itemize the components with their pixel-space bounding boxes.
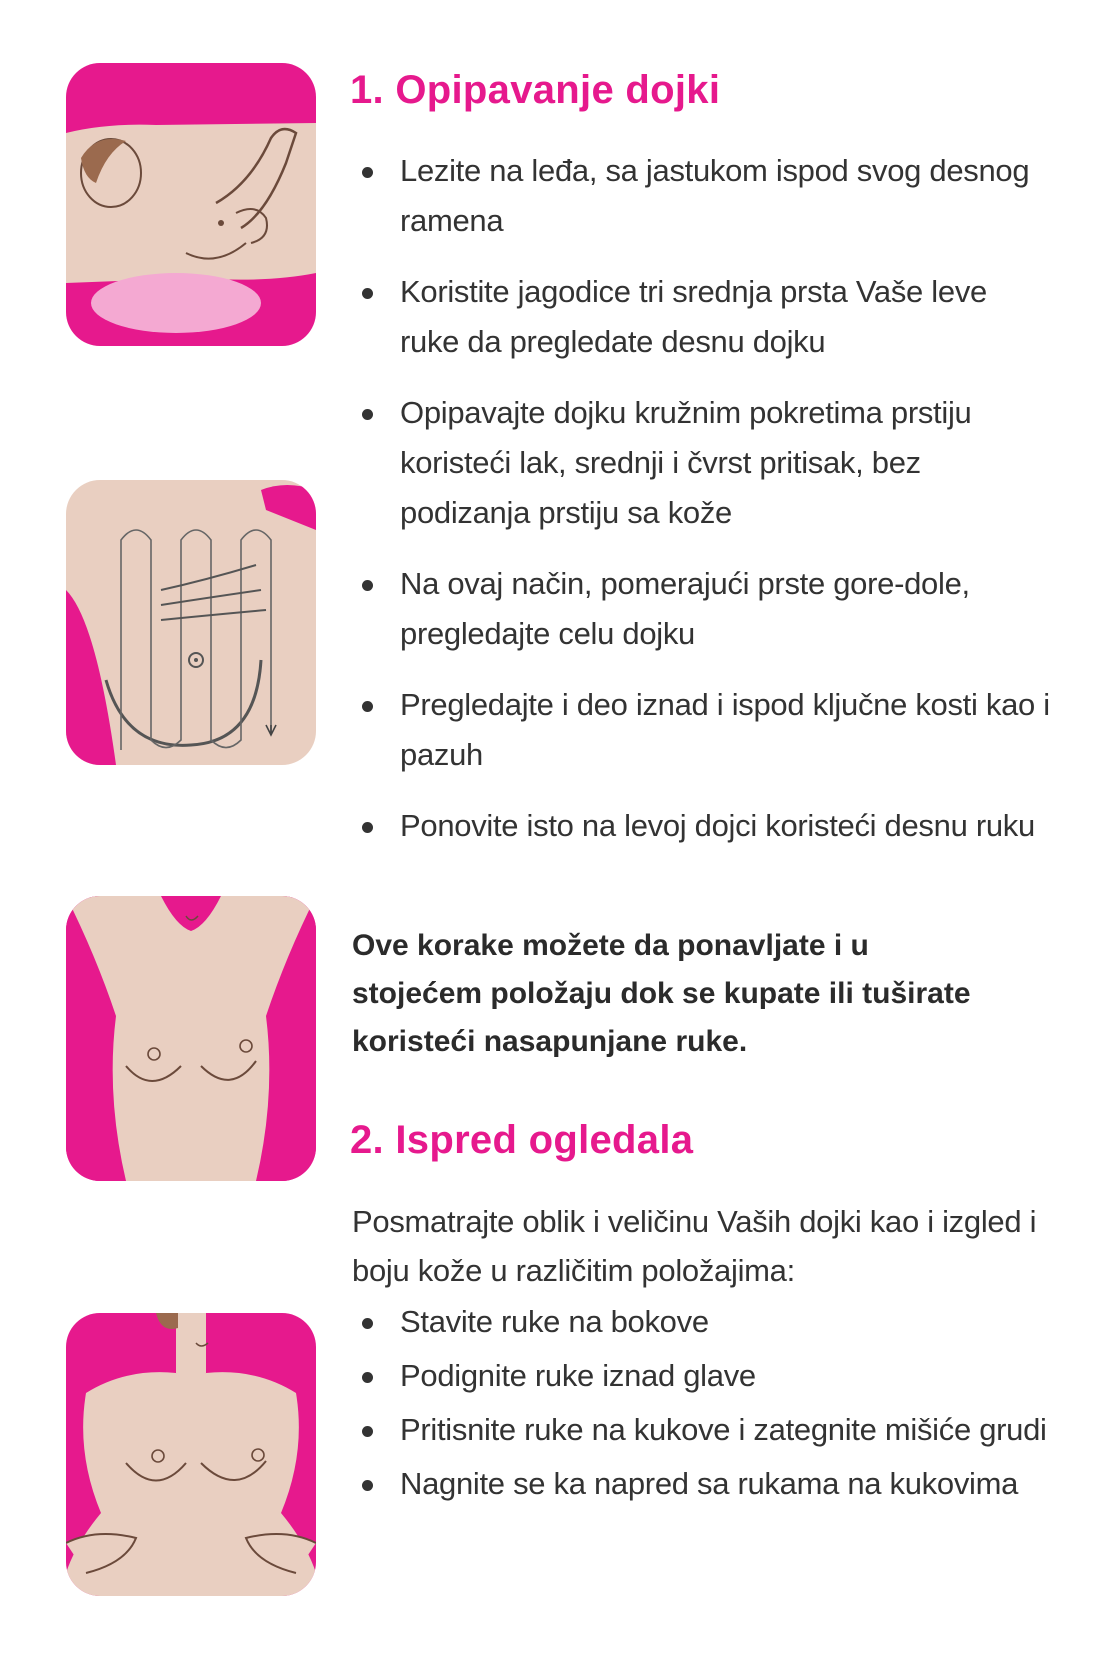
section2-intro: Posmatrajte oblik i veličinu Vaših dojki kao i izgled i boju kože u različitim položajima: [352,1204,1037,1288]
hands-on-hips-graphic [66,1313,316,1596]
section1-note: Ove korake možete da ponavljate i u stojećem položaju dok se kupate ili tuširate koristeći nasapunjane ruke. [352,929,971,1058]
list-item: Lezite na leđa, sa jastukom ispod svog desnog ramena [350,146,1050,246]
section2-title: 2. Ispred ogledala [350,1118,694,1162]
list-item: Ponovite isto na levoj dojci koristeći desnu ruku [350,801,1050,851]
arms-raised-illustration [66,896,316,1181]
section2-list [350,1297,1050,1513]
list-item: Pregledajte i deo iznad i ispod ključne kosti kao i pazuh [350,680,1050,780]
section1-title: 1. Opipavanje dojki [350,68,721,112]
list-item: Na ovaj način, pomerajući prste gore-dole, pregledajte celu dojku [350,559,1050,659]
list-item: Nagnite se ka napred sa rukama na kukovima [350,1459,1050,1509]
list-item: Pritisnite ruke na kukove i zategnite mišiće grudi [350,1405,1050,1455]
lying-self-exam-illustration [66,63,316,346]
hands-on-hips-illustration [66,1313,316,1596]
lying-self-exam-graphic [66,63,316,346]
section1-list [350,146,1050,872]
list-item: Opipavajte dojku kružnim pokretima prstiju koristeći lak, srednji i čvrst pritisak, bez podizanja prstiju sa kože [350,388,1050,538]
list-item: Podignite ruke iznad glave [350,1351,1050,1401]
vertical-strip-pattern-illustration [66,480,316,765]
list-item: Stavite ruke na bokove [350,1297,1050,1347]
vertical-strip-pattern-graphic [66,480,316,765]
arms-raised-graphic [66,896,316,1181]
list-item: Koristite jagodice tri srednja prsta Vaše leve ruke da pregledate desnu dojku [350,267,1050,367]
